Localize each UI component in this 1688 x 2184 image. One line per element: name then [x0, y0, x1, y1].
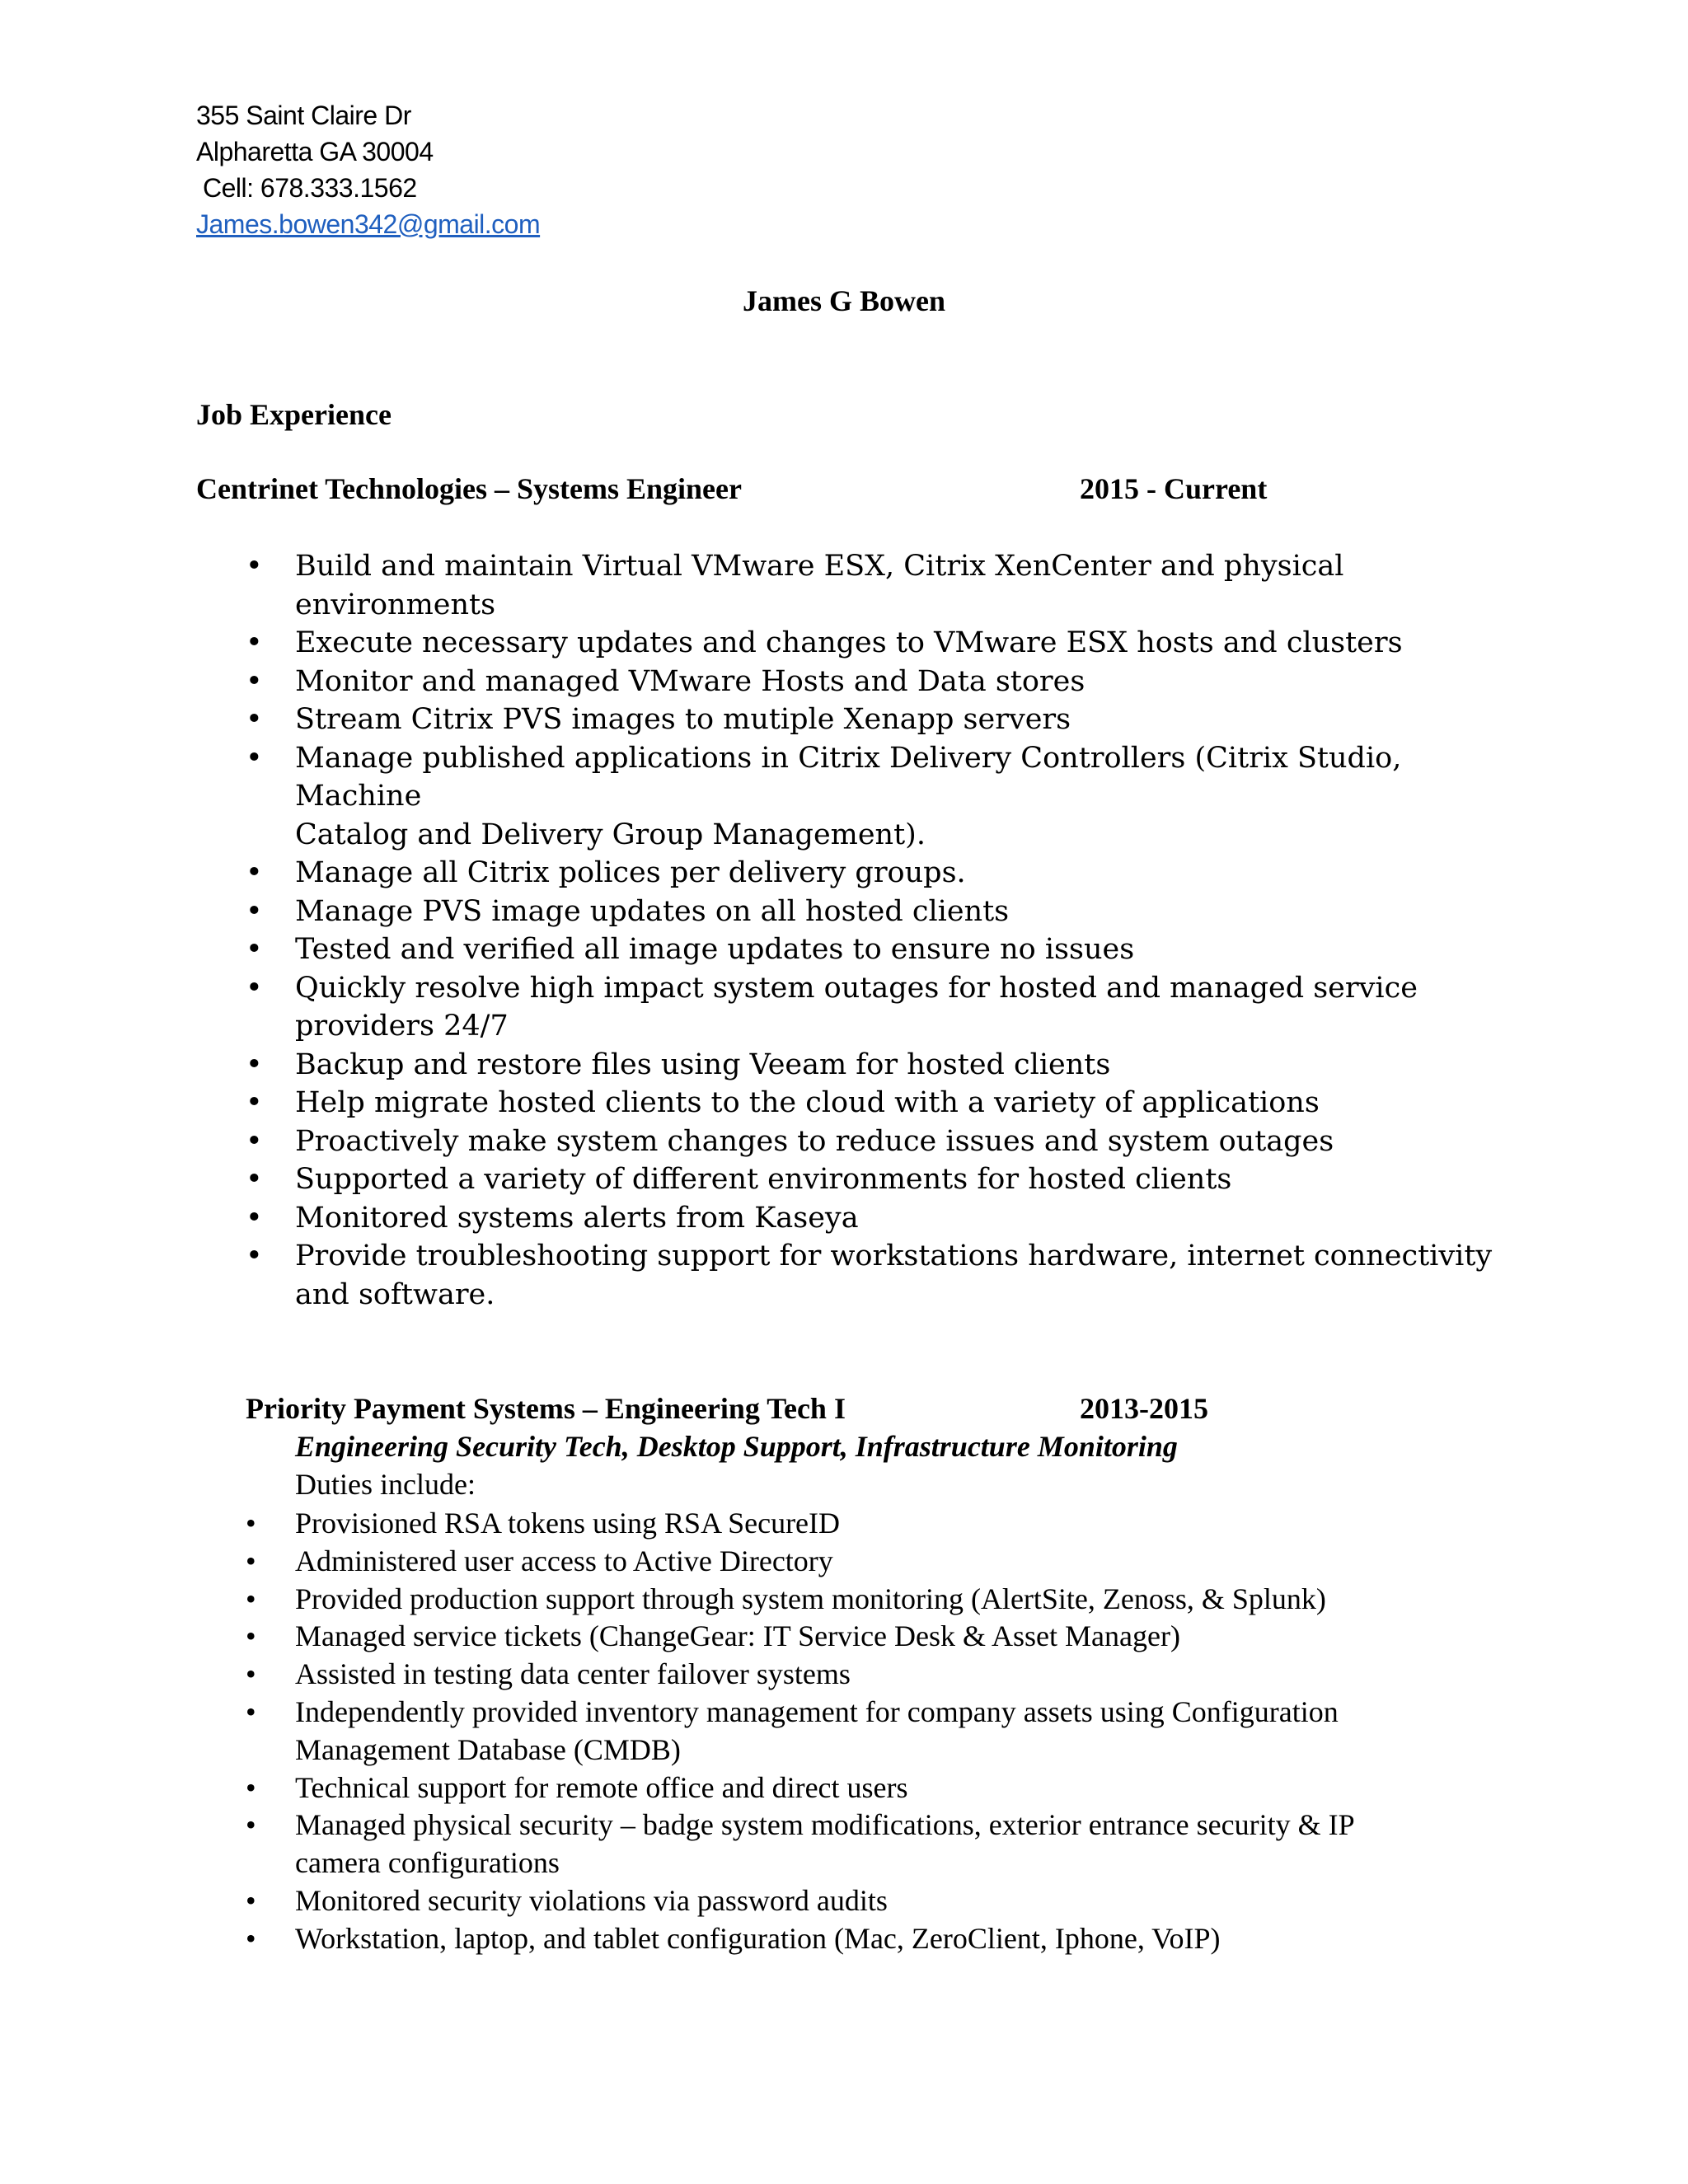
- list-item: • Provided production support through system monitoring (AlertSite, Zenoss, & Splunk): [295, 1581, 1498, 1619]
- section-title-job-experience: Job Experience: [196, 398, 392, 431]
- job-1-duties-list: [295, 547, 1498, 1314]
- cell-phone: Cell: 678.333.1562: [203, 173, 417, 203]
- list-item: • Manage all Citrix polices per delivery groups.: [295, 854, 1498, 893]
- list-item: • Proactively make system changes to reduce issues and system outages: [295, 1122, 1498, 1161]
- list-item: • Stream Citrix PVS images to mutiple Xenapp servers: [295, 701, 1498, 739]
- list-item: • Manage published applications in Citrix Delivery Controllers (Citrix Studio, Machine Catalog and Delivery Group Management).: [295, 739, 1498, 855]
- list-item: • Execute necessary updates and changes to VMware ESX hosts and clusters: [295, 624, 1498, 663]
- list-item: • Monitored security violations via password audits: [295, 1882, 1498, 1920]
- job-1-dates: 2015 - Current: [1080, 472, 1268, 505]
- list-item: • Quickly resolve high impact system outages for hosted and managed service providers 24/7: [295, 969, 1498, 1046]
- job-2-duties-list: [295, 1505, 1498, 1958]
- job-2-company-title: Priority Payment Systems – Engineering Tech I: [246, 1392, 846, 1425]
- address-line2: Alpharetta GA 30004: [196, 137, 434, 166]
- list-item: • Monitor and managed VMware Hosts and Data stores: [295, 663, 1498, 701]
- address-line1: 355 Saint Claire Dr: [196, 101, 411, 130]
- list-item: • Managed physical security – badge system modifications, exterior entrance security & IP camera configurations: [295, 1807, 1498, 1882]
- list-item: • Workstation, laptop, and tablet configuration (Mac, ZeroClient, Iphone, VoIP): [295, 1920, 1498, 1958]
- list-item: • Assisted in testing data center failover systems: [295, 1656, 1498, 1694]
- job-2-subtitle: Engineering Security Tech, Desktop Support, Infrastructure Monitoring: [295, 1430, 1178, 1463]
- list-item: • Manage PVS image updates on all hosted clients: [295, 893, 1498, 931]
- list-item: • Provide troubleshooting support for workstations hardware, internet connectivity and software.: [295, 1237, 1498, 1314]
- list-item: • Technical support for remote office and direct users: [295, 1769, 1498, 1807]
- list-item: • Provisioned RSA tokens using RSA SecureID: [295, 1505, 1498, 1543]
- list-item: • Managed service tickets (ChangeGear: IT Service Desk & Asset Manager): [295, 1618, 1498, 1656]
- contact-block: [196, 97, 540, 242]
- job-2-dates: 2013-2015: [1080, 1392, 1208, 1425]
- list-item: • Help migrate hosted clients to the cloud with a variety of applications: [295, 1084, 1498, 1122]
- job-1-company-title: Centrinet Technologies – Systems Engineer: [196, 472, 742, 505]
- list-item: • Backup and restore files using Veeam for hosted clients: [295, 1046, 1498, 1085]
- list-item: • Build and maintain Virtual VMware ESX, Citrix XenCenter and physical environments: [295, 547, 1498, 624]
- job-2-duties-intro: Duties include:: [295, 1468, 476, 1501]
- list-item: • Monitored systems alerts from Kaseya: [295, 1199, 1498, 1238]
- candidate-name: James G Bowen: [743, 284, 945, 317]
- list-item: • Independently provided inventory management for company assets using Configuration Management Database (CMDB): [295, 1694, 1498, 1769]
- list-item: • Administered user access to Active Directory: [295, 1543, 1498, 1581]
- list-item: • Tested and verified all image updates to ensure no issues: [295, 930, 1498, 969]
- list-item: • Supported a variety of different environments for hosted clients: [295, 1160, 1498, 1199]
- email-link[interactable]: James.bowen342@gmail.com: [196, 209, 541, 239]
